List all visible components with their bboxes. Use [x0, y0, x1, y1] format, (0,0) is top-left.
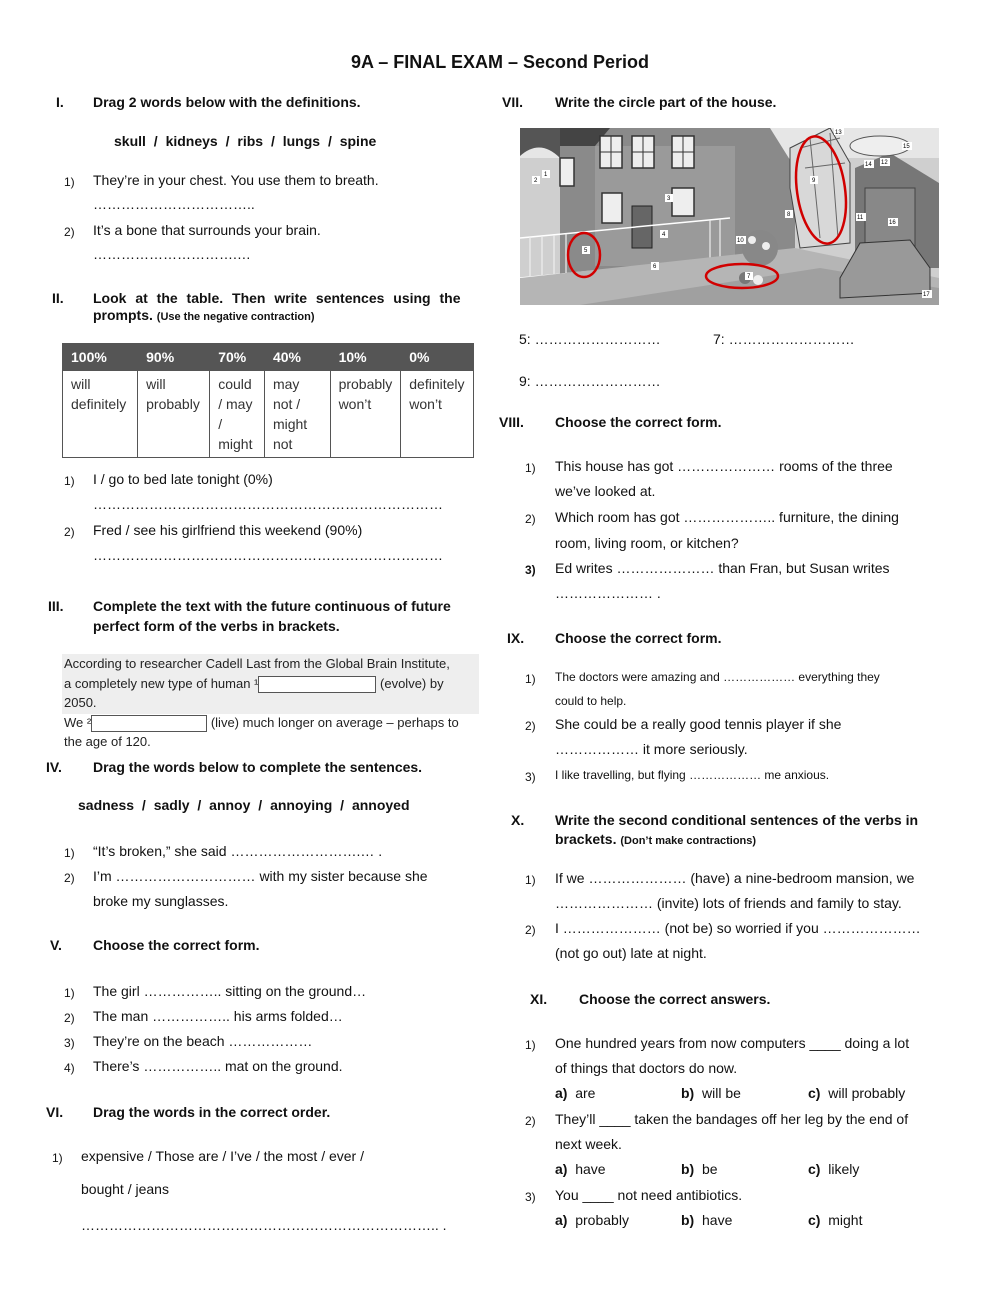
s8-q2-text: Which room has got ……………….. furniture, the dining	[555, 509, 899, 525]
table-cell: could / may / might	[210, 371, 265, 458]
table-cell: will probably	[138, 371, 210, 458]
section-10-heading-note: (Don’t make contractions)	[620, 835, 757, 847]
section-2-heading-prompts: prompts.	[93, 307, 153, 323]
section-5-heading: Choose the correct form.	[93, 937, 260, 953]
s11-q2-option-b[interactable]	[681, 1161, 718, 1177]
table-header: 100%	[63, 344, 138, 371]
house-label: 16	[889, 220, 896, 226]
s11-q1-text-cont: of things that doctors do now.	[555, 1060, 738, 1076]
s1-q1-answer[interactable]: ……………………………..	[93, 196, 255, 212]
section-8-number: VIII.	[499, 414, 524, 430]
section-10-heading-line1: Write the second conditional sentences of the verbs in	[555, 812, 919, 828]
option-text: might	[828, 1212, 863, 1228]
section-2-number: II.	[52, 290, 64, 306]
s9-q3-text: I like travelling, but flying ……………… me anxious.	[555, 768, 830, 782]
table-cell: will definitely	[63, 371, 138, 458]
s5-q2-number: 2)	[64, 1011, 75, 1025]
s8-q3-number: 3)	[525, 563, 536, 577]
house-label: 3	[667, 196, 671, 202]
passage-line: the age of 120.	[64, 734, 151, 749]
option-letter: b)	[681, 1161, 695, 1177]
blank-2-input[interactable]	[91, 715, 207, 732]
house-label: 15	[903, 144, 910, 150]
s11-q2-text-cont: next week.	[555, 1136, 622, 1152]
s11-q1-option-c[interactable]	[808, 1085, 905, 1101]
s2-q1-text: I / go to bed late tonight (0%)	[93, 471, 273, 487]
house-label: 8	[787, 212, 791, 218]
s8-q1-text-cont: we’ve looked at.	[555, 483, 656, 499]
house-label: 4	[662, 232, 666, 238]
s10-q1-text-cont: ………………… (invite) lots of friends and family to stay.	[555, 895, 902, 911]
s6-q1-words-line1[interactable]: expensive / Those are / I’ve / the most / ever /	[81, 1148, 364, 1164]
s5-q3-text: They’re on the beach ………………	[93, 1033, 313, 1049]
s10-q1-text: If we ………………… (have) a nine-bedroom mansion, we	[555, 870, 915, 886]
answer-7-field[interactable]: 7: ………………………	[713, 331, 855, 347]
house-label: 17	[923, 292, 930, 298]
table-cell: definitely won’t	[401, 371, 474, 458]
section-1-number: I.	[56, 94, 64, 110]
s4-q2-number: 2)	[64, 871, 75, 885]
s11-q3-text: You ____ not need antibiotics.	[555, 1187, 743, 1203]
s6-q1-answer[interactable]: ………………………………………………………………….. .	[81, 1217, 447, 1233]
answer-5-field[interactable]: 5: ………………………	[519, 331, 661, 347]
s9-q2-text-cont: ……………… it more seriously.	[555, 741, 748, 757]
section-2-heading-note: (Use the negative contraction)	[156, 311, 315, 323]
s9-q3-number: 3)	[525, 770, 536, 784]
section-2-heading-line1: Look at the table. Then write sentences using the	[93, 290, 461, 306]
passage-text: (live) much longer on average – perhaps to	[210, 714, 459, 730]
s4-q2-text: I’m ………………………… with my sister because she	[93, 868, 428, 884]
s2-q1-answer[interactable]: …………………………………………………………………	[93, 496, 443, 512]
option-letter: b)	[681, 1085, 695, 1101]
passage-text: (evolve) by 2050.	[64, 675, 444, 710]
s11-q3-option-b[interactable]	[681, 1212, 732, 1228]
s11-q2-number: 2)	[525, 1114, 536, 1128]
section-6-heading: Drag the words in the correct order.	[93, 1104, 331, 1120]
answer-9-field[interactable]: 9: ………………………	[519, 373, 661, 389]
s1-q2-number: 2)	[64, 225, 75, 239]
s6-q1-words-line2[interactable]: bought / jeans	[81, 1181, 169, 1197]
table-header: 0%	[401, 344, 474, 371]
s5-q1-text: The girl …………….. sitting on the ground…	[93, 983, 367, 999]
blank-1-input[interactable]	[258, 676, 376, 693]
s11-q2-option-a[interactable]	[555, 1161, 606, 1177]
house-illustration	[520, 128, 939, 305]
section-7-number: VII.	[502, 94, 524, 110]
house-label: 11	[857, 215, 864, 221]
section-7-heading: Write the circle part of the house.	[555, 94, 777, 110]
s11-q3-option-c[interactable]	[808, 1212, 862, 1228]
house-label: 5	[584, 248, 588, 254]
s11-q2-text: They’ll ____ taken the bandages off her leg by the end of	[555, 1111, 909, 1127]
s8-q3-text: Ed writes ………………… than Fran, but Susan writes	[555, 560, 890, 576]
s8-q3-text-cont: ………………… .	[555, 585, 661, 601]
section-6-number: VI.	[46, 1104, 64, 1120]
s1-q1-text: They’re in your chest. You use them to breath.	[93, 172, 379, 188]
s5-q2-text: The man …………….. his arms folded…	[93, 1008, 343, 1024]
house-label: 14	[865, 162, 872, 168]
s1-q1-number: 1)	[64, 175, 75, 189]
s11-q1-option-a[interactable]	[555, 1085, 595, 1101]
section-2-heading-line2	[93, 307, 314, 323]
section-3-heading-line2: perfect form of the verbs in brackets.	[93, 618, 340, 634]
s10-q1-number: 1)	[525, 873, 536, 887]
future-text-passage	[62, 654, 479, 749]
s11-q3-number: 3)	[525, 1190, 536, 1204]
section-10-heading-brackets: brackets.	[555, 831, 617, 847]
option-text: have	[702, 1212, 733, 1228]
probability-table	[62, 343, 474, 458]
house-label: 7	[747, 274, 751, 280]
option-text: be	[702, 1161, 718, 1177]
s11-q1-number: 1)	[525, 1038, 536, 1052]
section-4-word-bank[interactable]: sadness / sadly / annoy / annoying / annoyed	[78, 797, 410, 813]
table-cell: may not / might not	[264, 371, 330, 458]
section-3-number: III.	[48, 598, 64, 614]
option-text: will probably	[828, 1085, 906, 1101]
s9-q2-text: She could be a really good tennis player if she	[555, 716, 842, 732]
table-header: 70%	[210, 344, 265, 371]
s5-q1-number: 1)	[64, 986, 75, 1000]
s5-q3-number: 3)	[64, 1036, 75, 1050]
table-header: 90%	[138, 344, 210, 371]
s2-q2-number: 2)	[64, 525, 75, 539]
s2-q2-answer[interactable]: …………………………………………………………………	[93, 547, 443, 563]
section-4-heading: Drag the words below to complete the sentences.	[93, 759, 423, 775]
s9-q1-number: 1)	[525, 672, 536, 686]
s8-q2-text-cont: room, living room, or kitchen?	[555, 535, 739, 551]
passage-line: According to researcher Cadell Last from the Global Brain Institute,	[64, 656, 450, 671]
s11-q3-option-a[interactable]	[555, 1212, 629, 1228]
page-title: 9A – FINAL EXAM – Second Period	[350, 52, 650, 72]
house-label: 12	[881, 160, 888, 166]
s1-q2-answer[interactable]: ………………………….…	[93, 246, 251, 262]
s2-q2-text: Fred / see his girlfriend this weekend (90%)	[93, 522, 363, 538]
option-text: will be	[702, 1085, 741, 1101]
s4-q1-number: 1)	[64, 846, 75, 860]
s10-q2-number: 2)	[525, 923, 536, 937]
s5-q4-number: 4)	[64, 1061, 75, 1075]
table-cell: probably won’t	[330, 371, 401, 458]
table-header: 10%	[330, 344, 401, 371]
s9-q1-text-cont: could to help.	[555, 694, 627, 708]
passage-text: We ²	[64, 714, 92, 730]
option-letter: c)	[808, 1212, 821, 1228]
s4-q1-text: “It’s broken,” she said ……………………….… .	[93, 843, 383, 859]
s11-q1-option-b[interactable]	[681, 1085, 741, 1101]
section-9-number: IX.	[507, 630, 525, 646]
house-label: 6	[653, 264, 657, 270]
s2-q1-number: 1)	[64, 474, 75, 488]
option-letter: b)	[681, 1212, 695, 1228]
s6-q1-number: 1)	[52, 1151, 63, 1165]
s9-q2-number: 2)	[525, 719, 536, 733]
house-label: 10	[737, 238, 744, 244]
option-text: have	[575, 1161, 606, 1177]
s10-q2-text-cont: (not go out) late at night.	[555, 945, 707, 961]
section-9-heading: Choose the correct form.	[555, 630, 722, 646]
house-label: 9	[812, 178, 816, 184]
s9-q1-text: The doctors were amazing and ……………… everything they	[555, 670, 880, 684]
option-text: probably	[575, 1212, 629, 1228]
house-label: 2	[534, 178, 538, 184]
option-text: likely	[828, 1161, 860, 1177]
section-5-number: V.	[50, 937, 62, 953]
s10-q2-text: I ………………… (not be) so worried if you …………………	[555, 920, 921, 936]
option-letter: c)	[808, 1085, 821, 1101]
passage-line	[64, 713, 479, 733]
section-3-heading-line1: Complete the text with the future continuous of future	[93, 598, 451, 614]
section-11-number: XI.	[530, 991, 548, 1007]
s8-q1-text: This house has got ………………… rooms of the three	[555, 458, 893, 474]
section-1-word-bank[interactable]: skull / kidneys / ribs / lungs / spine	[114, 133, 377, 149]
section-4-number: IV.	[46, 759, 62, 775]
s5-q4-text: There’s …………….. mat on the ground.	[93, 1058, 343, 1074]
section-10-heading-line2	[555, 831, 756, 847]
s1-q2-text: It’s a bone that surrounds your brain.	[93, 222, 321, 238]
option-letter: a)	[555, 1161, 568, 1177]
section-8-heading: Choose the correct form.	[555, 414, 722, 430]
passage-text: a completely new type of human ¹	[64, 675, 259, 691]
section-10-number: X.	[511, 812, 525, 828]
option-text: are	[575, 1085, 596, 1101]
section-11-heading: Choose the correct answers.	[579, 991, 771, 1007]
table-header: 40%	[264, 344, 330, 371]
house-label: 13	[835, 130, 842, 136]
s11-q1-text: One hundred years from now computers ____ doing a lot	[555, 1035, 910, 1051]
s8-q2-number: 2)	[525, 512, 536, 526]
s11-q2-option-c[interactable]	[808, 1161, 859, 1177]
house-label: 1	[544, 172, 548, 178]
s4-q2-text-cont: broke my sunglasses.	[93, 893, 229, 909]
option-letter: a)	[555, 1212, 568, 1228]
s8-q1-number: 1)	[525, 461, 536, 475]
section-1-heading: Drag 2 words below with the definitions.	[93, 94, 361, 110]
passage-line	[64, 674, 479, 713]
option-letter: c)	[808, 1161, 821, 1177]
option-letter: a)	[555, 1085, 568, 1101]
